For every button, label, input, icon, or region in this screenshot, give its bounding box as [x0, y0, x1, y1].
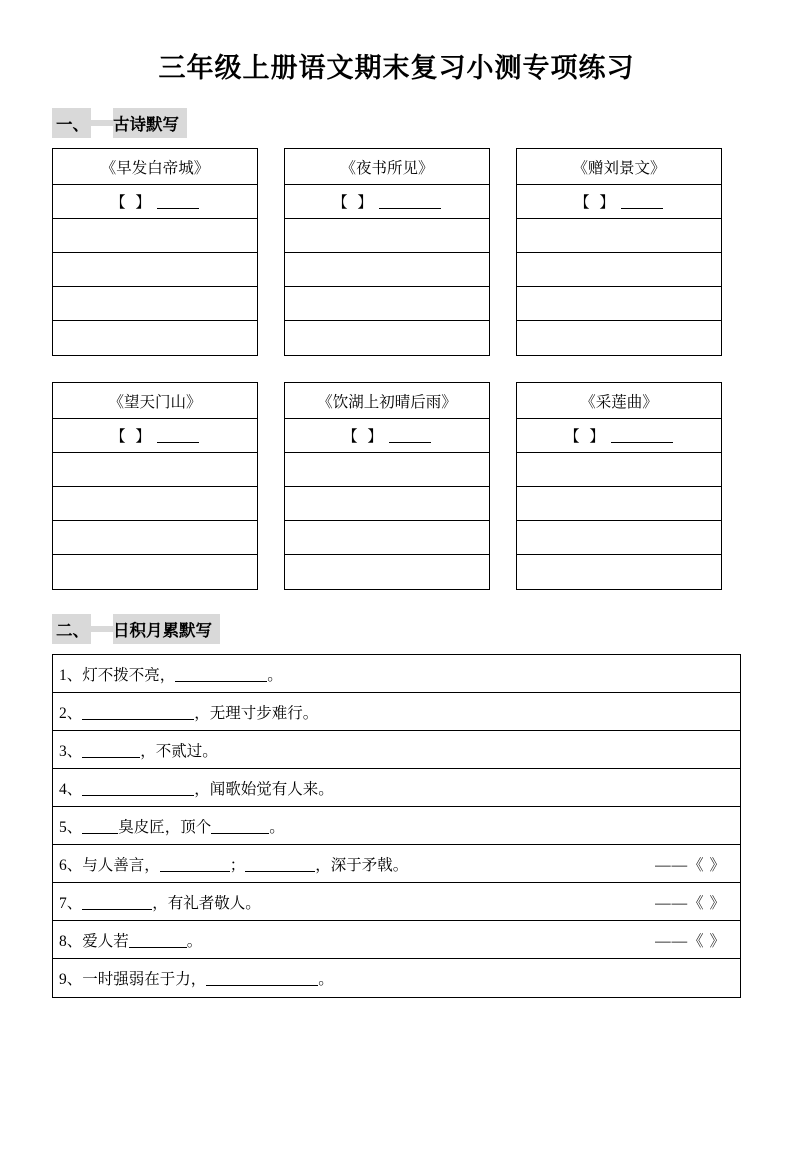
item-text-before: 灯不拨不亮，	[82, 666, 176, 684]
item-number: 9、	[59, 971, 83, 989]
fill-blank[interactable]	[129, 932, 187, 948]
poem-write-row[interactable]	[517, 287, 721, 321]
blank-underline	[379, 194, 441, 209]
item-source: ——《 》	[655, 932, 726, 950]
bracket-marker: 【 】	[574, 195, 618, 212]
blank-underline	[157, 428, 199, 443]
fill-blank[interactable]	[206, 970, 318, 986]
poem-title: 《早发白帝城》	[53, 149, 257, 185]
fill-blank[interactable]	[82, 894, 152, 910]
fill-blank[interactable]	[82, 704, 194, 720]
poem-answer-line[interactable]	[53, 185, 257, 219]
page-title: 三年级上册语文期末复习小测专项练习	[158, 53, 635, 83]
worksheet-page	[0, 52, 793, 1174]
poem-write-row[interactable]	[285, 453, 489, 487]
item-text-before: 与人善言，	[82, 856, 160, 874]
item-text-after: 。	[318, 971, 334, 989]
poem-write-row[interactable]	[53, 453, 257, 487]
poem-write-row[interactable]	[517, 321, 721, 355]
item-text-after: ，有礼者敬人。	[152, 894, 261, 912]
poem-write-row[interactable]	[285, 253, 489, 287]
poem-write-row[interactable]	[285, 287, 489, 321]
poem-title: 《采莲曲》	[517, 383, 721, 419]
item-number: 1、	[59, 666, 83, 684]
table-row[interactable]	[53, 807, 740, 845]
poem-write-row[interactable]	[53, 555, 257, 589]
poem-answer-line[interactable]	[517, 185, 721, 219]
item-number: 6、	[59, 856, 83, 874]
poem-title: 《赠刘景文》	[517, 149, 721, 185]
item-source: ——《 》	[655, 894, 726, 912]
section-number: 二、	[52, 614, 91, 644]
poem-write-row[interactable]	[285, 219, 489, 253]
poem-write-row[interactable]	[517, 253, 721, 287]
table-row[interactable]	[53, 921, 740, 959]
poem-write-row[interactable]	[53, 321, 257, 355]
item-number: 8、	[59, 932, 83, 950]
section-label: 古诗默写	[113, 108, 187, 138]
item-text-after: ，不贰过。	[140, 742, 218, 760]
item-text-after: 。	[267, 666, 283, 684]
item-text-end: 。	[269, 818, 285, 836]
poem-title: 《夜书所见》	[285, 149, 489, 185]
table-row[interactable]	[53, 883, 740, 921]
fill-blank[interactable]	[160, 856, 230, 872]
item-source: ——《 》	[655, 856, 726, 874]
poem-answer-line[interactable]	[285, 419, 489, 453]
blank-underline	[389, 428, 431, 443]
poem-write-row[interactable]	[517, 453, 721, 487]
poem-grid-2	[52, 382, 741, 590]
section-heading-2	[52, 614, 741, 644]
poem-write-row[interactable]	[53, 287, 257, 321]
item-number: 7、	[59, 894, 83, 912]
item-text-before: 一时强弱在于力，	[82, 971, 207, 989]
table-row[interactable]	[53, 845, 740, 883]
section-number: 一、	[52, 108, 91, 138]
poem-column	[284, 382, 490, 590]
fill-blank-2[interactable]	[245, 856, 315, 872]
table-row[interactable]	[53, 769, 740, 807]
poem-write-row[interactable]	[285, 321, 489, 355]
poem-write-row[interactable]	[285, 521, 489, 555]
section-heading-1	[52, 108, 741, 138]
blank-underline	[621, 194, 663, 209]
poem-answer-line[interactable]	[285, 185, 489, 219]
table-row[interactable]	[53, 959, 740, 997]
fill-blank[interactable]	[82, 742, 140, 758]
daily-accumulation-table	[52, 654, 741, 998]
poem-answer-line[interactable]	[53, 419, 257, 453]
item-text-end: ，深于矛戟。	[315, 856, 409, 874]
poem-write-row[interactable]	[53, 487, 257, 521]
bracket-marker: 【 】	[110, 195, 154, 212]
table-row[interactable]	[53, 693, 740, 731]
poem-write-row[interactable]	[53, 253, 257, 287]
item-text-before: 爱人若	[82, 932, 129, 950]
item-text-after: ，无理寸步难行。	[194, 704, 319, 722]
item-number: 3、	[59, 742, 83, 760]
item-number: 4、	[59, 780, 83, 798]
poem-column	[284, 148, 490, 356]
fill-blank[interactable]	[175, 666, 267, 682]
poem-column	[52, 148, 258, 356]
poem-write-row[interactable]	[517, 521, 721, 555]
item-text-after: ；	[229, 856, 246, 874]
item-text-after: 。	[186, 932, 203, 950]
table-row[interactable]	[53, 655, 740, 693]
bracket-marker: 【 】	[564, 429, 608, 446]
poem-write-row[interactable]	[517, 487, 721, 521]
section-spacer	[91, 120, 113, 126]
poem-write-row[interactable]	[53, 219, 257, 253]
poem-title: 《望天门山》	[53, 383, 257, 419]
poem-write-row[interactable]	[517, 555, 721, 589]
poem-answer-line[interactable]	[517, 419, 721, 453]
item-text-after: 臭皮匠，顶个	[118, 818, 212, 836]
poem-write-row[interactable]	[517, 219, 721, 253]
bracket-marker: 【 】	[110, 429, 154, 446]
item-text-after: ，闻歌始觉有人来。	[194, 780, 334, 798]
item-number: 5、	[59, 818, 83, 836]
table-row[interactable]	[53, 731, 740, 769]
fill-blank[interactable]	[82, 780, 194, 796]
poem-title: 《饮湖上初晴后雨》	[285, 383, 489, 419]
bracket-marker: 【 】	[342, 429, 386, 446]
blank-underline	[157, 194, 199, 209]
poem-write-row[interactable]	[285, 487, 489, 521]
fill-blank-2[interactable]	[211, 818, 269, 834]
section-spacer	[91, 626, 113, 632]
poem-write-row[interactable]	[53, 521, 257, 555]
fill-blank[interactable]	[82, 818, 118, 834]
poem-column	[516, 148, 722, 356]
bracket-marker: 【 】	[332, 195, 376, 212]
poem-column	[52, 382, 258, 590]
blank-underline	[611, 428, 673, 443]
poem-write-row[interactable]	[285, 555, 489, 589]
poem-grid-1	[52, 148, 741, 356]
poem-column	[516, 382, 722, 590]
section-label: 日积月累默写	[113, 614, 220, 644]
item-number: 2、	[59, 704, 83, 722]
